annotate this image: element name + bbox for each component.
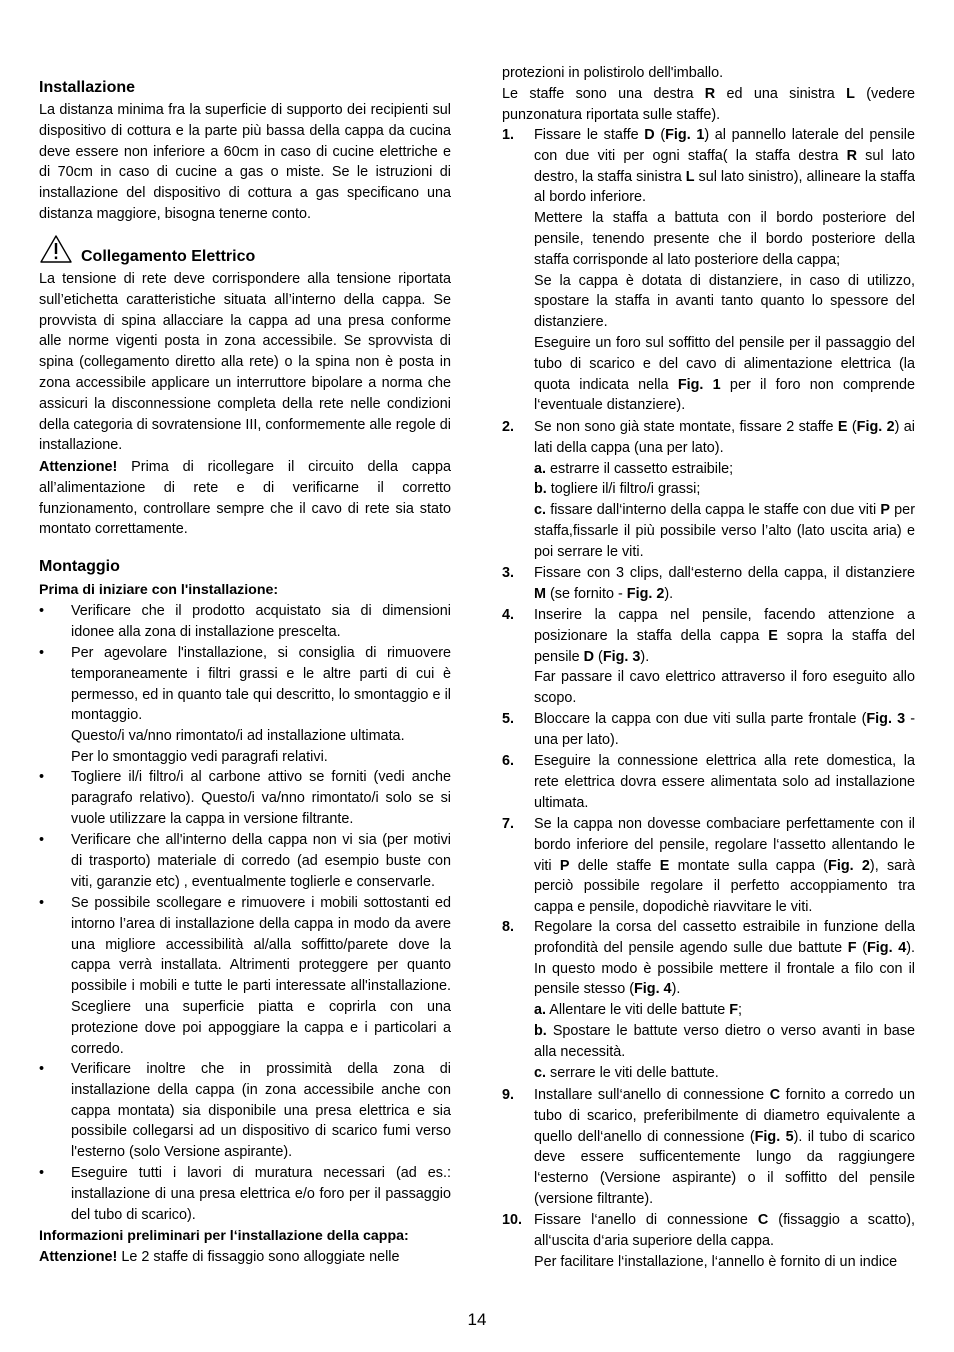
step-number: 6.: [502, 753, 515, 769]
collegamento-attention: [39, 457, 451, 540]
attention-text: Le 2 staffe di fissaggio sono alloggiate nelle: [117, 1249, 400, 1265]
step-text: Fissare le staffe D (Fig. 1) al pannello laterale del pensile con due viti per ogni staffa( la staffa destra R sul lato destro, la staffa sinistra L sul lato sinistro), allineare la staffa al bordo inferiore. Mettere la staffa a battuta con il bordo posteriore del pensile, tenendo presente che il bordo posteriore della staffa corrisponde al lato posteriore della cappa; Se la cappa è dotata di distanziere, in caso di utilizzo, spostare la staffa in avanti tanto quanto lo spessore del distanziere. Eseguire un foro sul soffitto del pensile per il passaggio del tubo di scarico e del cavo di alimentazione elettrica (la quota indicata nella Fig. 1 per il foro non comprende l‘eventuale distanziere).: [534, 127, 916, 414]
step-text: Eseguire la connessione elettrica alla rete domestica, la rete elettrica dovra essere alimentata solo ad installazione ultimata.: [534, 753, 915, 811]
step-number: 9.: [502, 1087, 515, 1103]
heading-collegamento: Collegamento Elettrico: [81, 248, 256, 265]
step-number: 2.: [502, 419, 515, 435]
step-text: Bloccare la cappa con due viti sulla parte frontale (Fig. 3 - una per lato).: [534, 711, 915, 748]
attention-text: Prima di ricollegare il circuito della cappa all’alimentazione di rete e di verificarne il corretto funzionamento, controllare sempre che il cavo di rete sia stato montato correttamente.: [39, 459, 451, 538]
intro-line-1: protezioni in polistirolo dell'imballo.: [502, 65, 724, 81]
intro-line-2: Le staffe sono una destra R ed una sinistra L (vedere punzonatura riportata sulle staffe).: [502, 86, 916, 123]
step-number: 5.: [502, 711, 515, 727]
attention-label: Attenzione!: [39, 1249, 118, 1265]
step-text: Se non sono già state montate, fissare 2 staffe E (Fig. 2) ai lati della cappa (una per lato). a. estrarre il cassetto estraibile; b. togliere il/i filtro/i grassi; c. fissare dall‘interno della cappa le staffe con due viti P per staffa,fissarle il più possibile verso l’alto (lato uscita aria) e poi serrare le viti.: [534, 419, 915, 560]
prelim-attention: [39, 1247, 451, 1268]
step-number: 7.: [502, 816, 515, 832]
attention-label: Attenzione!: [39, 459, 118, 475]
step-number: 3.: [502, 565, 515, 581]
montaggio-subtitle: Prima di iniziare con l'installazione:: [39, 582, 279, 598]
page-number: 14: [467, 1310, 487, 1329]
warning-icon: [39, 234, 73, 264]
prelim-subtitle: Informazioni preliminari per l‘installazione della cappa:: [39, 1228, 409, 1244]
step-text: Fissare con 3 clips, dall‘esterno della cappa, il distanziere M (se fornito - Fig. 2).: [534, 565, 915, 602]
collegamento-body: La tensione di rete deve corrispondere alla tensione riportata sull’etichetta caratteristiche situata all’interno della cappa. Se provvista di spina allacciare la cappa ad una presa conforme alle norme vigenti posta in zona accessibile. Se sprovvista di spina (collegamento diretto alla rete) o la spina non è posta in zona accessibile applicare un interruttore bipolare a norma che assicuri la disconnessione completa della rete nelle condizioni della categoria di sovratensione III, conformemente alle regole di installazione.: [39, 271, 451, 454]
installazione-body: La distanza minima fra la superficie di supporto dei recipienti sul dispositivo di cottura e la parte più bassa della cappa da cucina deve essere non inferiore a 60cm in caso di cucine elettriche e di 70cm in caso di cucine a gas o miste. Se le istruzioni di installazione del dispositivo di cottura a gas specificano una distanza maggiore, bisogna tenerne conto.: [39, 102, 451, 222]
step-number: 1.: [502, 127, 515, 143]
step-number: 4.: [502, 607, 515, 623]
heading-montaggio: Montaggio: [39, 558, 120, 575]
step-text: Regolare la corsa del cassetto estraibile in funzione della profondità del pensile agendo sulle due battute F (Fig. 4). In questo modo è possibile mettere il frontale a filo con il pensile stesso (Fig. 4). a. Allentare le viti delle battute F; b. Spostare le battute verso dietro o verso avanti in base alla necessità. c. serrare le viti delle battute.: [534, 919, 915, 1081]
step-number: 10.: [502, 1212, 523, 1228]
step-text: Se la cappa non dovesse combaciare perfettamente con il bordo inferiore del pensile, regolare l‘assetto allentando le viti P delle staffe E montate sulla cappa (Fig. 2), sarà perciò possibile regolare il perfetto accoppiamento tra cappa e pensile, dopodichè riavvitare le viti.: [534, 816, 915, 916]
step-text: Fissare l‘anello di connessione C (fissaggio a scatto), all‘uscita d‘aria superiore della cappa. Per facilitare l‘installazione, l‘annello è fornito di un indice: [534, 1212, 915, 1270]
step-text: Inserire la cappa nel pensile, facendo attenzione a posizionare la staffa della cappa E sopra la staffa del pensile D (Fig. 3). Far passare il cavo elettrico attraverso il foro eseguito allo scopo.: [534, 607, 915, 707]
heading-installazione: Installazione: [39, 79, 136, 96]
step-text: Installare sull‘anello di connessione C fornito a corredo un tubo di scarico, preferibilmente di diametro equivalente a quello dell‘anello di connessione (Fig. 5). il tubo di scarico deve essere sufficentemente lungo da raggiungere l‘esterno (Versione aspirante) o il soffitto del pensile (versione filtrante).: [534, 1087, 916, 1207]
step-number: 8.: [502, 919, 515, 935]
